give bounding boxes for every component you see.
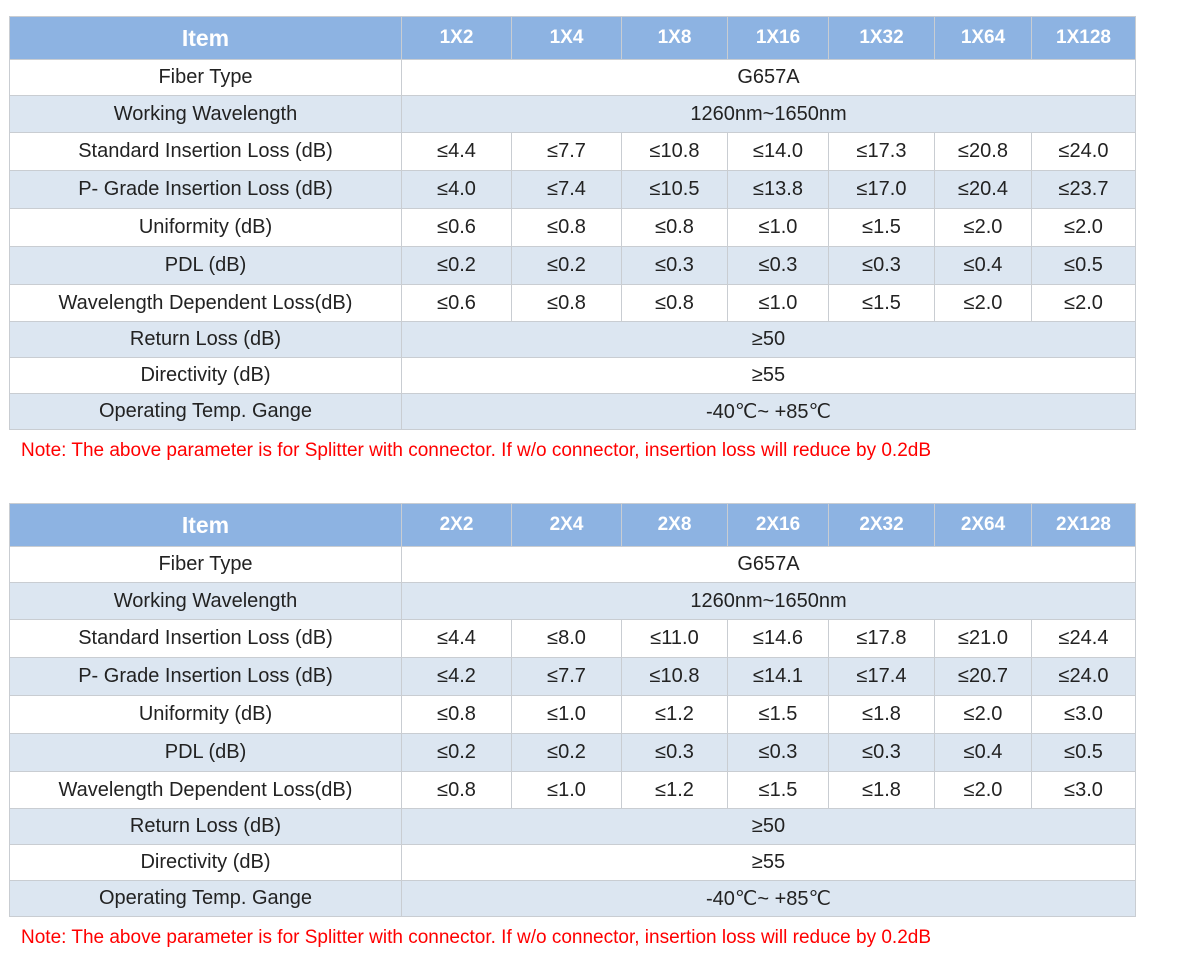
cell: ≤14.1 xyxy=(728,658,829,696)
row-label: Working Wavelength xyxy=(10,96,402,133)
cell: ≤2.0 xyxy=(935,209,1032,247)
cell: ≤17.0 xyxy=(829,171,935,209)
table-row-pdl xyxy=(10,734,1136,772)
table-row-return-loss xyxy=(10,809,1136,845)
table-row-directivity xyxy=(10,845,1136,881)
header-col: 1X128 xyxy=(1032,17,1136,60)
cell: ≤20.8 xyxy=(935,133,1032,171)
cell: ≤20.4 xyxy=(935,171,1032,209)
row-label: Wavelength Dependent Loss(dB) xyxy=(10,285,402,322)
table-header-row xyxy=(10,504,1136,547)
table-row-p-grade-il xyxy=(10,171,1136,209)
cell: ≤0.8 xyxy=(622,285,728,322)
cell: ≤0.8 xyxy=(622,209,728,247)
cell: ≤1.2 xyxy=(622,696,728,734)
header-item: Item xyxy=(10,504,402,547)
cell: ≤0.3 xyxy=(622,734,728,772)
row-value: ≥55 xyxy=(402,358,1136,394)
row-label: Uniformity (dB) xyxy=(10,696,402,734)
cell: ≤10.8 xyxy=(622,133,728,171)
header-col: 2X64 xyxy=(935,504,1032,547)
row-label: Fiber Type xyxy=(10,547,402,583)
header-col: 2X16 xyxy=(728,504,829,547)
cell: ≤2.0 xyxy=(935,285,1032,322)
cell: ≤17.4 xyxy=(829,658,935,696)
table-row-uniformity xyxy=(10,696,1136,734)
table-row-uniformity xyxy=(10,209,1136,247)
cell: ≤2.0 xyxy=(935,772,1032,809)
table-row-working-wavelength xyxy=(10,96,1136,133)
cell: ≤0.3 xyxy=(829,734,935,772)
cell: ≤1.0 xyxy=(728,209,829,247)
header-col: 1X64 xyxy=(935,17,1032,60)
cell: ≤3.0 xyxy=(1032,696,1136,734)
cell: ≤0.8 xyxy=(512,209,622,247)
header-col: 2X2 xyxy=(402,504,512,547)
row-value: -40℃~ +85℃ xyxy=(402,394,1136,430)
cell: ≤0.2 xyxy=(402,734,512,772)
cell: ≤1.5 xyxy=(728,696,829,734)
cell: ≤17.8 xyxy=(829,620,935,658)
header-col: 1X4 xyxy=(512,17,622,60)
row-label: Directivity (dB) xyxy=(10,845,402,881)
cell: ≤3.0 xyxy=(1032,772,1136,809)
table-note: Note: The above parameter is for Splitter with connector. If w/o connector, insertion loss will reduce by 0.2dB xyxy=(21,927,931,948)
cell: ≤4.0 xyxy=(402,171,512,209)
cell: ≤8.0 xyxy=(512,620,622,658)
row-label: Standard Insertion Loss (dB) xyxy=(10,133,402,171)
table-header-row xyxy=(10,17,1136,60)
table-row-wdl xyxy=(10,285,1136,322)
cell: ≤1.8 xyxy=(829,772,935,809)
row-value: G657A xyxy=(402,547,1136,583)
table-row-working-wavelength xyxy=(10,583,1136,620)
cell: ≤7.7 xyxy=(512,658,622,696)
cell: ≤4.4 xyxy=(402,133,512,171)
cell: ≤0.3 xyxy=(829,247,935,285)
table-row-directivity xyxy=(10,358,1136,394)
cell: ≤0.2 xyxy=(402,247,512,285)
table-row-wdl xyxy=(10,772,1136,809)
row-label: Return Loss (dB) xyxy=(10,322,402,358)
header-item: Item xyxy=(10,17,402,60)
cell: ≤0.8 xyxy=(402,772,512,809)
cell: ≤0.4 xyxy=(935,734,1032,772)
cell: ≤11.0 xyxy=(622,620,728,658)
table-row-standard-il xyxy=(10,133,1136,171)
header-col: 1X2 xyxy=(402,17,512,60)
table-row-operating-temp xyxy=(10,881,1136,917)
row-label: Wavelength Dependent Loss(dB) xyxy=(10,772,402,809)
table-row-fiber-type xyxy=(10,60,1136,96)
table-note: Note: The above parameter is for Splitter with connector. If w/o connector, insertion loss will reduce by 0.2dB xyxy=(21,440,931,461)
cell: ≤0.2 xyxy=(512,734,622,772)
row-value: -40℃~ +85℃ xyxy=(402,881,1136,917)
cell: ≤1.0 xyxy=(512,772,622,809)
cell: ≤10.8 xyxy=(622,658,728,696)
cell: ≤1.2 xyxy=(622,772,728,809)
cell: ≤0.3 xyxy=(728,734,829,772)
table-row-operating-temp xyxy=(10,394,1136,430)
row-value: G657A xyxy=(402,60,1136,96)
cell: ≤4.2 xyxy=(402,658,512,696)
row-label: Operating Temp. Gange xyxy=(10,394,402,430)
cell: ≤21.0 xyxy=(935,620,1032,658)
cell: ≤1.8 xyxy=(829,696,935,734)
cell: ≤1.5 xyxy=(829,285,935,322)
cell: ≤2.0 xyxy=(1032,209,1136,247)
cell: ≤14.0 xyxy=(728,133,829,171)
header-col: 2X32 xyxy=(829,504,935,547)
row-value: ≥50 xyxy=(402,322,1136,358)
cell: ≤0.4 xyxy=(935,247,1032,285)
table-row-return-loss xyxy=(10,322,1136,358)
row-value: ≥50 xyxy=(402,809,1136,845)
cell: ≤1.0 xyxy=(728,285,829,322)
cell: ≤0.2 xyxy=(512,247,622,285)
row-label: P- Grade Insertion Loss (dB) xyxy=(10,658,402,696)
cell: ≤7.7 xyxy=(512,133,622,171)
header-col: 2X128 xyxy=(1032,504,1136,547)
row-value: 1260nm~1650nm xyxy=(402,583,1136,620)
row-value: ≥55 xyxy=(402,845,1136,881)
row-label: Working Wavelength xyxy=(10,583,402,620)
cell: ≤14.6 xyxy=(728,620,829,658)
spec-table-2x xyxy=(9,503,1136,917)
header-col: 1X16 xyxy=(728,17,829,60)
row-label: P- Grade Insertion Loss (dB) xyxy=(10,171,402,209)
table-row-pdl xyxy=(10,247,1136,285)
table-row-fiber-type xyxy=(10,547,1136,583)
header-col: 1X32 xyxy=(829,17,935,60)
row-label: Operating Temp. Gange xyxy=(10,881,402,917)
row-value: 1260nm~1650nm xyxy=(402,96,1136,133)
cell: ≤2.0 xyxy=(1032,285,1136,322)
row-label: Standard Insertion Loss (dB) xyxy=(10,620,402,658)
header-col: 2X8 xyxy=(622,504,728,547)
cell: ≤24.0 xyxy=(1032,658,1136,696)
cell: ≤1.5 xyxy=(728,772,829,809)
cell: ≤4.4 xyxy=(402,620,512,658)
row-label: PDL (dB) xyxy=(10,247,402,285)
row-label: Fiber Type xyxy=(10,60,402,96)
cell: ≤17.3 xyxy=(829,133,935,171)
cell: ≤20.7 xyxy=(935,658,1032,696)
row-label: Return Loss (dB) xyxy=(10,809,402,845)
cell: ≤13.8 xyxy=(728,171,829,209)
table-row-standard-il xyxy=(10,620,1136,658)
table-row-p-grade-il xyxy=(10,658,1136,696)
cell: ≤2.0 xyxy=(935,696,1032,734)
cell: ≤10.5 xyxy=(622,171,728,209)
cell: ≤1.0 xyxy=(512,696,622,734)
cell: ≤0.6 xyxy=(402,285,512,322)
cell: ≤1.5 xyxy=(829,209,935,247)
cell: ≤7.4 xyxy=(512,171,622,209)
row-label: PDL (dB) xyxy=(10,734,402,772)
cell: ≤24.0 xyxy=(1032,133,1136,171)
header-col: 2X4 xyxy=(512,504,622,547)
cell: ≤0.8 xyxy=(512,285,622,322)
spec-table-1x xyxy=(9,16,1136,430)
cell: ≤24.4 xyxy=(1032,620,1136,658)
cell: ≤0.5 xyxy=(1032,247,1136,285)
row-label: Directivity (dB) xyxy=(10,358,402,394)
cell: ≤0.6 xyxy=(402,209,512,247)
cell: ≤0.8 xyxy=(402,696,512,734)
cell: ≤0.3 xyxy=(622,247,728,285)
header-col: 1X8 xyxy=(622,17,728,60)
row-label: Uniformity (dB) xyxy=(10,209,402,247)
cell: ≤0.5 xyxy=(1032,734,1136,772)
cell: ≤0.3 xyxy=(728,247,829,285)
cell: ≤23.7 xyxy=(1032,171,1136,209)
